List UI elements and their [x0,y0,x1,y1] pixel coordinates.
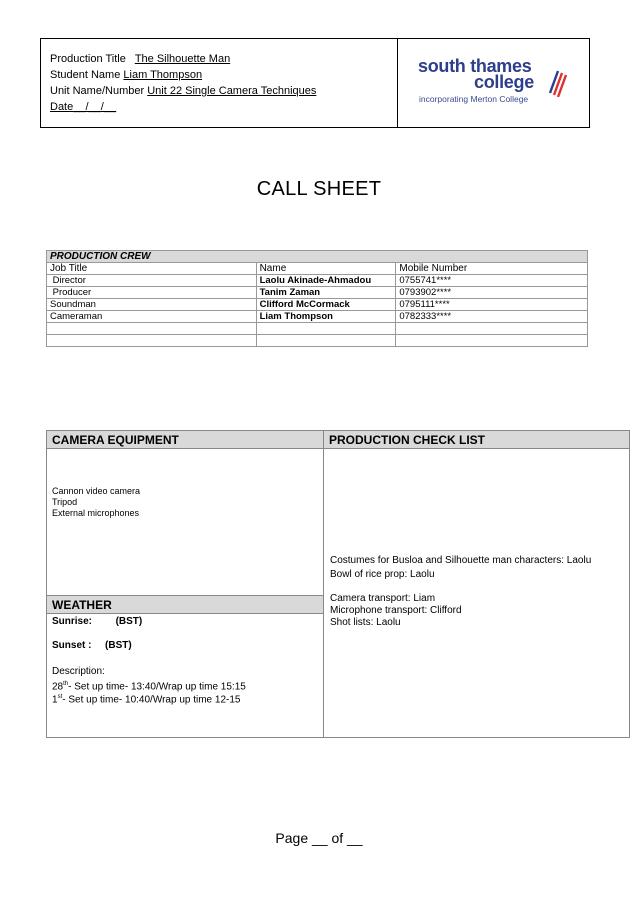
column-header-mobile: Mobile Number [396,263,588,275]
crew-heading-row [47,251,588,263]
crew-heading: PRODUCTION CREW [47,251,588,263]
day-number: 1 [52,694,58,706]
day-number: 28 [52,681,64,693]
mobile-cell: 0755741**** [396,275,588,287]
empty-cell [256,335,396,347]
checklist-item: Microphone transport: Clifford [330,605,462,616]
weather-description-label: Description: [52,666,105,677]
day-suffix: st [57,694,63,700]
empty-cell [396,323,588,335]
empty-cell [396,335,588,347]
checklist-heading: PRODUCTION CHECK LIST [324,431,629,449]
name-cell: Tanim Zaman [256,287,396,299]
college-logo [418,56,534,104]
student-name-row [50,69,202,82]
equipment-item: External microphones [52,508,140,518]
logo-line-3: incorporating Merton College [419,94,529,104]
college-logo-stripes-icon [542,67,568,97]
schedule-text: - Set up time- 10:40/Wrap up time 12-15 [62,694,241,706]
equipment-checklist-section [46,430,630,738]
schedule-text: - Set up time- 13:40/Wrap up time 15:15 [68,681,246,693]
name-cell: Liam Thompson [256,311,396,323]
production-title-row [50,53,230,66]
production-details [41,39,398,127]
mobile-cell: 0795111**** [396,299,588,311]
checklist-item: Costumes for Busloa and Silhouette man characters: Laolu [330,555,592,566]
column-header-job-title: Job Title [47,263,257,275]
logo-line-2: college [474,72,534,92]
logo-line-1: south thames [418,56,532,76]
checklist-item: Bowl of rice prop: Laolu [330,569,435,580]
sunset-label: Sunset : [52,640,92,651]
empty-table-row [47,335,588,347]
empty-table-row [47,323,588,335]
page-number: Page __ of __ [275,830,363,846]
checklist-item: Camera transport: Liam [330,593,436,604]
job-title-cell: Cameraman [47,311,257,323]
sunrise-unit: (BST) [115,616,143,627]
job-title: Director [52,275,86,286]
sunrise-row [52,616,142,628]
logo-area [398,39,589,127]
sunrise-label: Sunrise: [52,616,93,627]
production-title-label: Production Title [50,53,126,65]
unit-value: Unit 22 Single Camera Techniques [147,85,317,97]
date-row [50,101,116,114]
column-divider [323,431,324,737]
name-cell: Clifford McCormack [256,299,396,311]
production-crew-table [46,250,588,347]
name-cell: Laolu Akinade-Ahmadou [256,275,396,287]
unit-row [50,85,316,98]
sunset-unit: (BST) [105,640,132,651]
table-row [47,275,588,287]
empty-cell [256,323,396,335]
table-row [47,311,588,323]
date-value: __/__/__ [73,101,117,113]
day-suffix: th [63,681,69,687]
unit-label: Unit Name/Number [50,85,145,97]
header-box [40,38,590,128]
sunset-row [52,640,132,652]
weather-line-2 [52,691,240,706]
job-title-cell [47,287,257,299]
date-label: Date [50,101,74,113]
student-name-value: Liam Thompson [123,69,203,81]
page-title: CALL SHEET [256,178,382,200]
equipment-item: Cannon video camera [52,486,141,496]
student-name-label: Student Name [50,69,121,81]
table-row [47,287,588,299]
job-title-cell: Soundman [47,299,257,311]
crew-column-header-row [47,263,588,275]
weather-heading: WEATHER [47,595,323,614]
job-title: Producer [52,287,92,298]
camera-equipment-heading: CAMERA EQUIPMENT [47,431,323,449]
checklist-item: Shot lists: Laolu [330,617,401,628]
table-row [47,299,588,311]
mobile-cell: 0793902**** [396,287,588,299]
column-header-name: Name [256,263,396,275]
empty-cell [47,335,257,347]
job-title-cell [47,275,257,287]
empty-cell [47,323,257,335]
equipment-item: Tripod [52,497,78,507]
mobile-cell: 0782333**** [396,311,588,323]
production-title-value: The Silhouette Man [134,53,231,65]
